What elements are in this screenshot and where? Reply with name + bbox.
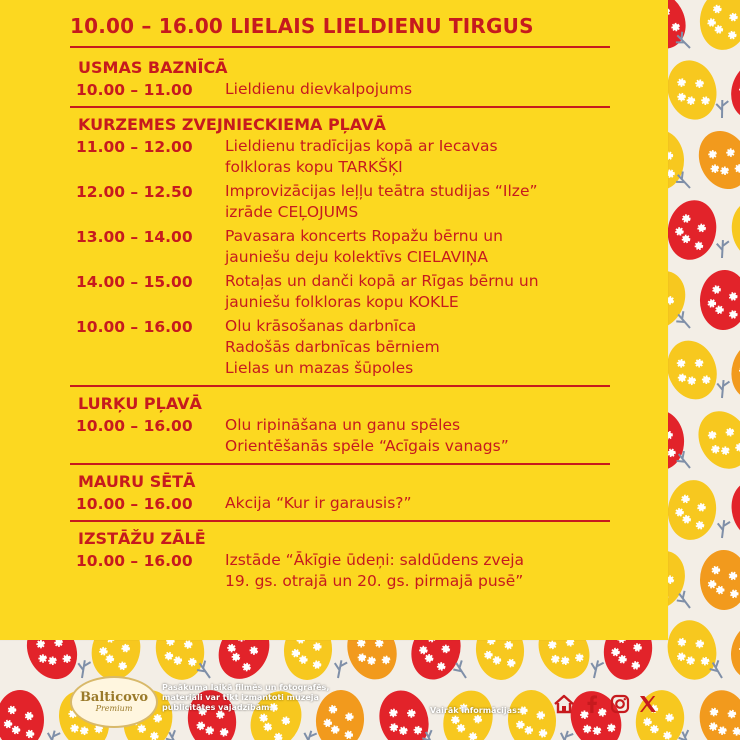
sprig-decoration xyxy=(716,100,728,118)
event-description-line: Orientēšanās spēle “Acīgais vanags” xyxy=(225,437,509,455)
event-description-line: Lieldienu dievkalpojums xyxy=(225,80,413,98)
event-time: 13.00 – 14.00 xyxy=(76,228,193,246)
egg-decoration xyxy=(688,402,740,478)
section-heading: IZSTĀŽU ZĀLĒ xyxy=(78,529,206,548)
section-heading: USMAS BAZNĪCĀ xyxy=(78,58,228,77)
filming-notice-line: Pasākuma laikā filmēs un fotografēs, xyxy=(162,683,330,692)
event-description-line: Olu krāsošanas darbnīca xyxy=(225,317,417,335)
sprig-decoration xyxy=(716,380,730,399)
event-time: 10.00 – 16.00 xyxy=(76,552,193,570)
event-description-line: jauniešu folkloras kopu KOKLE xyxy=(225,293,459,311)
filming-notice xyxy=(162,683,382,713)
egg-decoration xyxy=(699,550,740,611)
egg-decoration xyxy=(0,690,44,740)
sprig-decoration xyxy=(76,659,91,679)
logo-brand: Balticovo xyxy=(79,690,149,705)
event-description xyxy=(225,226,503,268)
filming-notice-line: publicitātes vajadzībām. xyxy=(162,703,273,712)
event-time: 12.00 – 12.50 xyxy=(76,183,193,201)
egg-decoration xyxy=(662,196,721,265)
sprig-decoration xyxy=(716,240,729,259)
egg-decoration xyxy=(724,334,740,405)
event-description-line: Lieldienu tradīcijas kopā ar Iecavas xyxy=(225,137,498,155)
sprig-decoration xyxy=(300,729,317,740)
event-description-line: Radošās darbnīcas bērniem xyxy=(225,338,440,356)
sprig-decoration xyxy=(588,659,604,679)
event-description-line: Rotaļas un danči kopā ar Rīgas bērnu un xyxy=(225,272,539,290)
event-description xyxy=(225,79,412,100)
event-time: 10.00 – 16.00 xyxy=(76,318,193,336)
egg-decoration xyxy=(697,0,740,53)
sprig-decoration xyxy=(332,659,347,679)
filming-notice-line: materiāli var tikt izmantoti muzeja xyxy=(162,693,319,702)
egg-decoration xyxy=(690,123,740,198)
egg-decoration xyxy=(659,334,725,407)
section-heading: MAURU SĒTĀ xyxy=(78,472,196,491)
event-description xyxy=(225,493,412,514)
section-divider xyxy=(70,385,610,387)
event-description-line: Improvizācijas leļļu teātra studijas “Ilze” xyxy=(225,182,538,200)
event-description xyxy=(225,550,524,592)
event-time: 14.00 – 15.00 xyxy=(76,273,193,291)
section-divider xyxy=(70,463,610,465)
egg-decoration xyxy=(727,196,740,264)
event-description xyxy=(225,271,539,313)
event-description-line: jauniešu deju kolektīvs CIELAVIŅA xyxy=(225,248,489,266)
egg-decoration xyxy=(698,269,740,331)
egg-decoration xyxy=(664,477,720,543)
event-description-line: Akcija “Kur ir garausis?” xyxy=(225,494,412,512)
egg-decoration xyxy=(723,53,740,126)
event-description xyxy=(225,316,440,379)
more-info-label: Vairāk informācijas: xyxy=(430,706,521,715)
event-description-line: izrāde CEĻOJUMS xyxy=(225,203,359,221)
event-description-line: Lielas un mazas šūpoles xyxy=(225,359,414,377)
egg-decoration xyxy=(694,685,740,740)
event-description xyxy=(225,136,498,178)
event-description-line: Izstāde “Ākīgie ūdeņi: saldūdens zveja xyxy=(225,551,525,569)
event-description-line: Olu ripināšana un ganu spēles xyxy=(225,416,461,434)
logo-sub: Premium xyxy=(95,704,133,713)
section-heading: KURZEMES ZVEJNIECKIEMA PĻAVĀ xyxy=(78,115,386,134)
event-description-line: 19. gs. otrajā un 20. gs. pirmajā pusē” xyxy=(225,572,524,590)
section-heading: LURĶU PĻAVĀ xyxy=(78,394,202,413)
section-divider xyxy=(70,106,610,108)
event-description-line: Pavasara koncerts Ropažu bērnu un xyxy=(225,227,503,245)
event-time: 10.00 – 11.00 xyxy=(76,81,193,99)
title-divider xyxy=(70,46,610,48)
sprig-decoration xyxy=(556,729,573,740)
egg-decoration xyxy=(661,55,724,126)
sprig-decoration xyxy=(44,729,60,740)
egg-decoration xyxy=(725,475,740,545)
event-description xyxy=(225,181,538,223)
x-icon[interactable] xyxy=(636,692,660,716)
egg-decoration xyxy=(661,615,722,685)
balticovo-logo xyxy=(70,676,158,728)
event-description xyxy=(225,415,509,457)
home-icon[interactable] xyxy=(552,692,576,716)
sprig-decoration xyxy=(716,519,730,538)
page-title: 10.00 – 16.00 LIELAIS LIELDIENU TIRGUS xyxy=(70,14,534,38)
instagram-icon[interactable] xyxy=(608,692,632,716)
event-description-line: folkloras kopu TARKŠĶI xyxy=(225,158,403,176)
event-time: 10.00 – 16.00 xyxy=(76,417,193,435)
facebook-icon[interactable] xyxy=(580,692,604,716)
section-divider xyxy=(70,520,610,522)
event-time: 10.00 – 16.00 xyxy=(76,495,193,513)
event-time: 11.00 – 12.00 xyxy=(76,138,193,156)
egg-decoration xyxy=(722,613,740,687)
